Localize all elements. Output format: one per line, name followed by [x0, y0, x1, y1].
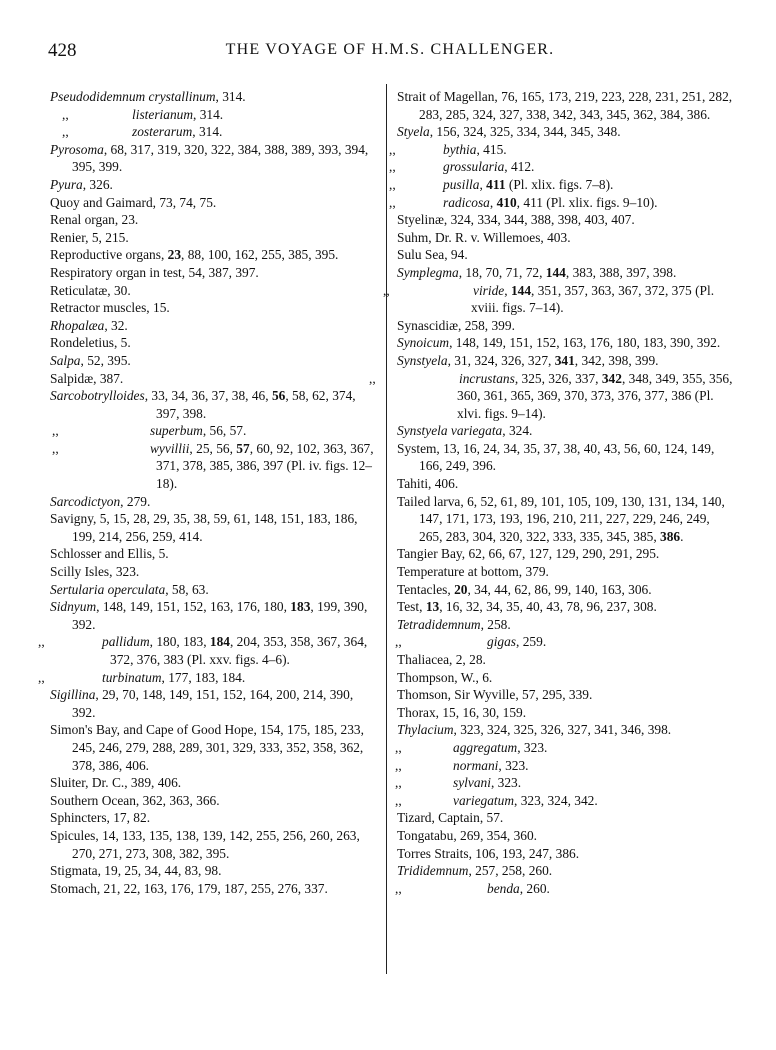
- entry-refs: , 156, 324, 325, 334, 344, 345, 348.: [429, 124, 621, 140]
- entry-term: zosterarum: [132, 124, 193, 140]
- index-entry: Sphincters, 17, 82.: [50, 810, 151, 826]
- entry-term: Sarcobotrylloides: [50, 388, 145, 404]
- index-entry: [397, 334, 733, 352]
- entry-term: Pseudodidemnum crystallinum: [50, 89, 216, 104]
- ditto-mark: ,,: [38, 634, 45, 650]
- entry-refs: (Pl. xlix. figs. 7–8).: [505, 176, 614, 192]
- entry-refs: , 180, 183,: [149, 634, 210, 650]
- entry-term: Sigillina: [50, 687, 96, 703]
- entry-refs: .: [680, 528, 684, 544]
- entry-refs: , 314.: [192, 124, 223, 140]
- entry-term: benda: [487, 880, 520, 896]
- index-entry: Quoy and Gaimard, 73, 74, 75.: [50, 194, 217, 210]
- entry-term: turbinatum: [102, 669, 162, 685]
- bold-page-ref: 184: [209, 634, 230, 650]
- index-entry: System, 13, 16, 24, 34, 35, 37, 38, 40, 43, 56, 60, 124, 149, 166, 249, 396.: [397, 440, 715, 474]
- entry-refs: , 56, 57.: [202, 423, 247, 439]
- bold-page-ref: 144: [545, 264, 566, 280]
- index-entry: [50, 387, 378, 422]
- ditto-mark: ,,: [62, 106, 69, 122]
- index-entry: [50, 686, 378, 721]
- ditto-mark: ,,: [395, 739, 402, 755]
- index-column-left: [38, 88, 378, 897]
- ditto-mark: ,,: [389, 141, 396, 157]
- index-subentry: [397, 739, 733, 757]
- index-entry: [397, 264, 733, 282]
- index-entry: Sulu Sea, 94.: [397, 247, 468, 263]
- entry-term: variegatum: [453, 792, 514, 808]
- index-entry: Retractor muscles, 15.: [50, 300, 170, 316]
- entry-refs: , 412.: [504, 159, 535, 175]
- ditto-mark: ,,: [389, 176, 396, 192]
- entry-refs: , 16, 32, 34, 35, 40, 43, 78, 96, 237, 308.: [439, 599, 657, 615]
- index-entry: Torres Straits, 106, 193, 247, 386.: [397, 845, 580, 861]
- index-subentry: [38, 669, 378, 687]
- ditto-mark: ,,: [389, 194, 396, 210]
- bold-page-ref: 13: [425, 599, 440, 615]
- index-entry: Stomach, 21, 22, 163, 176, 179, 187, 255, 276, 337.: [50, 880, 328, 896]
- entry-term: incrustans: [459, 370, 515, 386]
- page-header: [48, 40, 732, 68]
- entry-term: Pyura: [50, 176, 83, 192]
- index-entry: [50, 176, 378, 194]
- index-entry: [397, 616, 733, 634]
- column-divider: [386, 84, 387, 974]
- entry-refs: ,: [479, 176, 487, 192]
- index-entry: [397, 422, 733, 440]
- entry-term: Tailed larva, 6, 52, 61, 89, 101, 105, 109, 130, 131, 134, 140, 147, 171, 173, 193, 196, 210, 211, 227, 229, 246, 249, 265, 283, 304, 320, 322, 333, 335, 345, 385,: [397, 493, 725, 544]
- entry-term: Thylacium: [397, 722, 454, 738]
- entry-refs: , 148, 149, 151, 152, 163, 176, 180,: [96, 599, 291, 615]
- entry-refs: , 324.: [502, 423, 533, 439]
- entry-refs: , 323.: [517, 739, 548, 755]
- bold-page-ref: 386: [660, 528, 681, 544]
- index-entry: Thorax, 15, 16, 30, 159.: [397, 704, 527, 720]
- index-subentry: [38, 633, 378, 668]
- running-title: THE VOYAGE OF H.M.S. CHALLENGER.: [225, 41, 555, 58]
- index-entry: [50, 317, 378, 335]
- index-entry: [50, 246, 378, 264]
- entry-term: Trididemnum: [397, 863, 469, 879]
- entry-refs: , 58, 62, 374, 397, 398.: [156, 388, 356, 421]
- index-entry: Thaliacea, 2, 28.: [397, 652, 486, 667]
- entry-term: Sidnyum: [50, 599, 97, 615]
- index-entry: Savigny, 5, 15, 28, 29, 35, 38, 59, 61, 148, 151, 183, 186, 199, 214, 256, 259, 414.: [50, 511, 358, 544]
- entry-refs: , 25, 56,: [189, 440, 237, 456]
- entry-refs: , 323.: [498, 757, 529, 773]
- entry-refs: , 325, 326, 337,: [514, 370, 602, 386]
- entry-refs: , 58, 63.: [165, 581, 209, 597]
- index-entry: [397, 352, 733, 370]
- entry-refs: , 323, 324, 342.: [514, 792, 598, 808]
- index-entry: [397, 581, 733, 599]
- entry-refs: , 348, 349, 355, 356, 360, 361, 365, 369, 370, 373, 376, 377, 386 (Pl. xlvi. figs. 9–14).: [457, 370, 733, 421]
- ditto-mark: ,,: [395, 880, 402, 896]
- entry-term: Sertularia operculata: [50, 581, 166, 597]
- entry-term: Test,: [397, 599, 426, 615]
- entry-refs: , 326.: [82, 176, 113, 192]
- entry-refs: , 29, 70, 148, 149, 151, 152, 164, 200, 214, 390, 392.: [72, 687, 354, 720]
- entry-refs: , 60, 92, 102, 363, 367, 371, 378, 385, 386, 397 (Pl. iv. figs. 12–18).: [156, 440, 374, 492]
- entry-refs: , 257, 258, 260.: [468, 863, 553, 879]
- index-entry: Renier, 5, 215.: [50, 229, 129, 245]
- index-entry: Renal organ, 23.: [50, 212, 139, 228]
- index-entry: [397, 493, 733, 546]
- entry-term: bythia: [443, 141, 477, 157]
- entry-refs: , 314.: [193, 106, 224, 122]
- bold-page-ref: 144: [510, 282, 532, 298]
- index-subentry: [397, 792, 733, 810]
- index-column-right: [369, 88, 733, 897]
- index-entry: Thompson, W., 6.: [397, 669, 493, 685]
- entry-refs: , 31, 324, 326, 327,: [447, 352, 555, 368]
- entry-refs: , 260.: [519, 880, 550, 896]
- entry-refs: , 199, 390, 392.: [72, 599, 368, 632]
- entry-refs: , 258.: [480, 616, 511, 632]
- entry-term: viride: [473, 282, 505, 298]
- entry-term: grossularia: [443, 159, 505, 175]
- bold-page-ref: 410: [496, 194, 517, 210]
- entry-term: Tetradidemnum: [397, 616, 481, 632]
- ditto-mark: ,,: [395, 757, 402, 773]
- ditto-mark: ,,: [395, 634, 402, 650]
- entry-term: Synstyela: [397, 352, 448, 368]
- index-entry: Salpidæ, 387.: [50, 370, 124, 386]
- bold-page-ref: 57: [236, 440, 250, 456]
- entry-refs: , 32.: [104, 317, 128, 333]
- index-entry: Suhm, Dr. R. v. Willemoes, 403.: [397, 229, 571, 245]
- index-entry: [50, 352, 378, 370]
- entry-refs: , 33, 34, 36, 37, 38, 46,: [144, 388, 272, 404]
- entry-refs: , 323, 324, 325, 326, 327, 341, 346, 398.: [453, 722, 672, 738]
- ditto-mark: ,,: [369, 370, 376, 386]
- index-entry: Stigmata, 19, 25, 34, 44, 83, 98.: [50, 863, 222, 879]
- index-subentry: [50, 123, 378, 141]
- entry-refs: , 88, 100, 162, 255, 385, 395.: [181, 247, 339, 263]
- ditto-mark: ,,: [395, 775, 402, 791]
- entry-refs: , 342, 398, 399.: [574, 352, 659, 368]
- index-subentry: [389, 176, 733, 194]
- index-subentry: [383, 282, 733, 317]
- entry-refs: , 204, 353, 358, 367, 364, 372, 376, 383 (Pl. xxv. figs. 4–6).: [110, 634, 368, 667]
- entry-term: pallidum: [102, 634, 150, 650]
- entry-term: normani: [453, 757, 499, 773]
- entry-term: aggregatum: [453, 739, 518, 755]
- index-subentry: [397, 757, 733, 775]
- index-entry: Rondeletius, 5.: [50, 335, 131, 351]
- ditto-mark: ,,: [389, 159, 396, 175]
- index-entry: Tangier Bay, 62, 66, 67, 127, 129, 290, 291, 295.: [397, 546, 660, 562]
- index-entry: Spicules, 14, 133, 135, 138, 139, 142, 255, 256, 260, 263, 270, 271, 273, 308, 382, 395.: [50, 827, 360, 861]
- index-entry: [50, 598, 378, 633]
- index-entry: [397, 598, 733, 616]
- entry-refs: , 52, 395.: [80, 352, 131, 368]
- index-entry: Synascidiæ, 258, 399.: [397, 317, 515, 333]
- bold-page-ref: 342: [601, 370, 622, 386]
- entry-term: radicosa: [443, 194, 490, 210]
- ditto-mark: ,,: [52, 440, 59, 456]
- entry-refs: , 259.: [516, 634, 547, 650]
- entry-term: Tentacles,: [397, 581, 455, 597]
- index-entry: [397, 862, 733, 880]
- index-subentry: [50, 106, 378, 124]
- page-number: 428: [48, 40, 77, 61]
- index-entry: Sluiter, Dr. C., 389, 406.: [50, 775, 182, 791]
- index-entry: Tongatabu, 269, 354, 360.: [397, 827, 538, 843]
- index-entry: [397, 721, 733, 739]
- index-entry: Respiratory organ in test, 54, 387, 397.: [50, 264, 259, 280]
- entry-refs: , 383, 388, 397, 398.: [565, 264, 677, 280]
- index-entry: Southern Ocean, 362, 363, 366.: [50, 792, 220, 808]
- ditto-mark: ,,: [62, 124, 69, 140]
- index-entry: Temperature at bottom, 379.: [397, 564, 549, 580]
- index-subentry: [389, 194, 733, 212]
- index-entry: Thomson, Sir Wyville, 57, 295, 339.: [397, 687, 593, 703]
- index-entry: Styelinæ, 324, 334, 344, 388, 398, 403, 407.: [397, 212, 635, 228]
- index-entry: Scilly Isles, 323.: [50, 564, 140, 580]
- index-entry: Reticulatæ, 30.: [50, 282, 131, 298]
- entry-term: wyvillii: [150, 440, 190, 456]
- entry-refs: , 415.: [476, 141, 507, 157]
- index-entry: [397, 123, 733, 141]
- entry-refs: , 148, 149, 151, 152, 163, 176, 180, 183, 390, 392.: [449, 335, 721, 351]
- index-entry: [50, 581, 378, 599]
- entry-refs: ,: [504, 282, 511, 298]
- index-entry: Schlosser and Ellis, 5.: [50, 546, 169, 562]
- entry-refs: , 68, 317, 319, 320, 322, 384, 388, 389, 393, 394, 395, 399.: [72, 141, 369, 175]
- entry-term: listerianum: [132, 106, 194, 122]
- bold-page-ref: 23: [167, 247, 182, 263]
- index-entry: Simon's Bay, and Cape of Good Hope, 154, 175, 185, 233, 245, 246, 279, 288, 289, 301, 329, 333, 352, 358, 362, 378, 386, 406.: [50, 722, 364, 773]
- entry-term: superbum: [150, 423, 203, 439]
- entry-term: Synoicum: [397, 335, 450, 351]
- index-subentry: [397, 633, 733, 651]
- bold-page-ref: 183: [290, 599, 311, 615]
- bold-page-ref: 411: [486, 176, 506, 192]
- index-subentry: [369, 370, 733, 423]
- entry-refs: ,: [489, 194, 497, 210]
- entry-term: Pyrosoma: [50, 141, 104, 157]
- entry-refs: , 411 (Pl. xlix. figs. 9–10).: [516, 194, 658, 210]
- entry-term: gigas: [487, 634, 517, 650]
- entry-term: Salpa: [50, 352, 81, 368]
- entry-refs: , 314.: [215, 89, 246, 104]
- entry-term: Synstyela variegata: [397, 423, 503, 439]
- index-subentry: [397, 880, 733, 898]
- index-subentry: [50, 440, 378, 493]
- entry-refs: , 18, 70, 71, 72,: [458, 264, 546, 280]
- ditto-mark: ,,: [383, 282, 390, 298]
- index-subentry: [389, 158, 733, 176]
- index-subentry: [50, 422, 378, 440]
- index-entry: Strait of Magellan, 76, 165, 173, 219, 223, 228, 231, 251, 282, 283, 285, 324, 327, 338, 342, 343, 345, 362, 384, 386.: [397, 89, 733, 122]
- index-subentry: [397, 774, 733, 792]
- index-entry: [50, 141, 378, 176]
- index-entry: Tahiti, 406.: [397, 476, 459, 492]
- bold-page-ref: 20: [454, 581, 468, 597]
- entry-refs: , 323.: [490, 775, 522, 791]
- entry-refs: , 351, 357, 363, 367, 372, 375 (Pl. xviii. figs. 7–14).: [471, 282, 715, 316]
- index-entry: [50, 493, 378, 511]
- index-entry: [50, 88, 378, 106]
- index-subentry: [389, 141, 733, 159]
- entry-term: Reproductive organs,: [50, 247, 168, 263]
- entry-refs: , 177, 183, 184.: [161, 669, 246, 685]
- entry-refs: , 279.: [120, 493, 151, 509]
- ditto-mark: ,,: [52, 423, 59, 439]
- ditto-mark: ,,: [38, 669, 45, 685]
- entry-refs: , 34, 44, 62, 86, 99, 140, 163, 306.: [467, 581, 652, 597]
- entry-term: Styela: [397, 124, 430, 140]
- bold-page-ref: 56: [271, 388, 286, 404]
- entry-term: sylvani: [453, 775, 491, 791]
- entry-term: Rhopalæa: [50, 317, 105, 333]
- bold-page-ref: 341: [554, 352, 575, 368]
- index-entry: Tizard, Captain, 57.: [397, 810, 504, 826]
- entry-term: pusilla: [443, 176, 480, 192]
- entry-term: Sarcodictyon: [50, 493, 121, 509]
- ditto-mark: ,,: [395, 792, 402, 808]
- entry-term: Symplegma: [397, 264, 459, 280]
